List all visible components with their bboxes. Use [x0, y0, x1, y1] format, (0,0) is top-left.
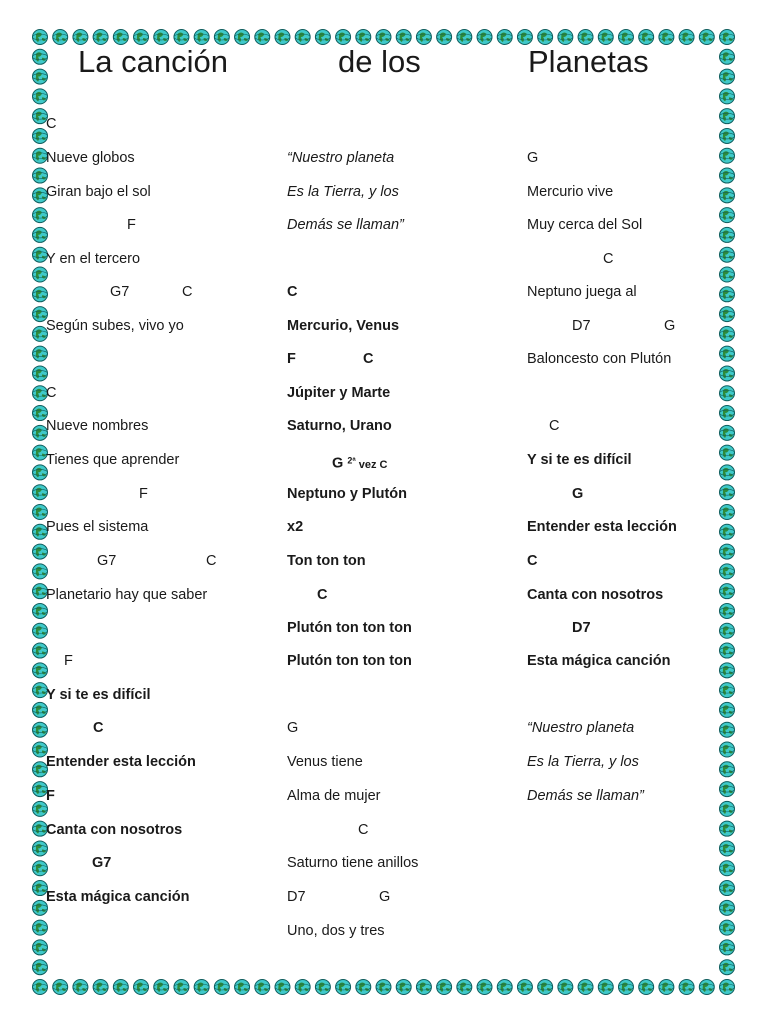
lyric-line: F — [64, 653, 73, 669]
lyric-line: C — [603, 251, 614, 267]
globe-icon — [720, 89, 735, 104]
globe-icon — [396, 980, 411, 995]
globe-icon — [720, 267, 735, 282]
globe-icon — [720, 485, 735, 500]
globe-icon — [93, 980, 108, 995]
globe-icon — [93, 30, 108, 45]
globe-icon — [174, 980, 189, 995]
globe-icon — [720, 623, 735, 638]
globe-icon — [336, 30, 351, 45]
globe-icon — [558, 980, 573, 995]
globe-icon — [720, 900, 735, 915]
globe-icon — [33, 168, 48, 183]
globe-icon — [154, 30, 169, 45]
globe-icon — [396, 30, 411, 45]
globe-icon — [457, 980, 472, 995]
lyric-line: Esta mágica canción — [527, 653, 671, 669]
globe-icon — [255, 980, 270, 995]
globe-icon — [235, 980, 250, 995]
globe-icon — [33, 69, 48, 84]
lyric-line: Neptuno y Plutón — [287, 486, 408, 502]
globe-icon — [538, 980, 553, 995]
globe-icon — [416, 980, 431, 995]
globe-icon — [720, 940, 735, 955]
globe-icon — [720, 683, 735, 698]
globe-icon — [33, 287, 48, 302]
title-part-2: de los — [338, 44, 421, 79]
globe-icon — [477, 30, 492, 45]
globe-icon — [720, 821, 735, 836]
lyric-line: Y en el tercero — [46, 251, 141, 267]
globe-icon — [33, 603, 48, 618]
globe-icon — [720, 544, 735, 559]
globe-icon — [497, 30, 512, 45]
globe-icon — [720, 603, 735, 618]
lyric-line: D7 — [287, 889, 306, 905]
lyric-line: Planetario hay que saber — [46, 587, 208, 603]
globe-icon — [720, 227, 735, 242]
globe-icon — [720, 326, 735, 341]
lyric-line: Canta con nosotros — [527, 587, 664, 603]
second-time-chord: vez C — [358, 458, 388, 471]
globe-icon — [720, 841, 735, 856]
lyric-line: D7 — [572, 620, 591, 636]
globe-icon — [659, 980, 674, 995]
globe-icon — [457, 30, 472, 45]
globe-icon — [235, 30, 250, 45]
globe-icon — [33, 861, 48, 876]
lyric-line: x2 — [287, 519, 304, 535]
lyric-line: G — [664, 318, 676, 334]
globe-icon — [214, 980, 229, 995]
lyric-line: Y si te es difícil — [46, 687, 151, 703]
globe-icon — [720, 346, 735, 361]
globe-icon — [33, 663, 48, 678]
lyric-line: F — [287, 351, 296, 367]
lyric-line: G7 — [110, 284, 130, 300]
globe-icon — [73, 980, 88, 995]
lyric-line: Júpiter y Marte — [287, 385, 391, 401]
lyric-line: F — [46, 788, 55, 804]
globe-icon — [720, 465, 735, 480]
globe-icon — [720, 425, 735, 440]
globe-icon — [618, 980, 633, 995]
lyric-line: Plutón ton ton ton — [287, 620, 412, 636]
globe-icon — [376, 980, 391, 995]
globe-icon — [720, 564, 735, 579]
lyric-line: Es la Tierra, y los — [287, 184, 399, 200]
globe-icon — [720, 287, 735, 302]
lyric-line: Baloncesto con Plutón — [527, 351, 672, 367]
globe-icon — [194, 980, 209, 995]
globe-icon — [33, 267, 48, 282]
globe-icon — [255, 30, 270, 45]
globe-icon — [720, 960, 735, 975]
lyric-line: Uno, dos y tres — [287, 923, 385, 939]
lyric-line: Canta con nosotros — [46, 822, 183, 838]
globe-icon — [720, 722, 735, 737]
globe-icon — [194, 30, 209, 45]
globe-icon — [720, 801, 735, 816]
globe-icon — [33, 227, 48, 242]
lyric-line: G — [287, 720, 299, 736]
globe-icon — [720, 109, 735, 124]
globe-icon — [720, 30, 735, 45]
globe-icon — [720, 920, 735, 935]
globe-icon — [639, 980, 654, 995]
globe-icon — [416, 30, 431, 45]
globe-icon — [33, 485, 48, 500]
globe-icon — [33, 920, 48, 935]
globe-icon — [720, 168, 735, 183]
globe-icon — [437, 30, 452, 45]
lyric-line: Entender esta lección — [527, 519, 677, 535]
lyric-line: Giran bajo el sol — [46, 184, 151, 200]
globe-icon — [356, 980, 371, 995]
globe-icon — [53, 980, 68, 995]
globe-icon — [33, 841, 48, 856]
globe-icon — [356, 30, 371, 45]
globe-icon — [154, 980, 169, 995]
globe-icon — [113, 30, 128, 45]
globe-icon — [720, 861, 735, 876]
globe-icon — [33, 49, 48, 64]
lyric-line: Esta mágica canción — [46, 889, 190, 905]
globe-icon — [639, 30, 654, 45]
globe-icon — [618, 30, 633, 45]
globe-icon — [720, 49, 735, 64]
globe-icon — [497, 980, 512, 995]
lyric-line: G7 — [97, 553, 117, 569]
globe-icon — [214, 30, 229, 45]
globe-icon — [134, 30, 149, 45]
globe-icon — [578, 980, 593, 995]
globe-icon — [33, 208, 48, 223]
lyric-line: Tienes que aprender — [46, 452, 180, 468]
lyric-line: D7 — [572, 318, 591, 334]
lyric-line: F — [139, 486, 148, 502]
globe-icon — [578, 30, 593, 45]
globe-icon — [113, 980, 128, 995]
globe-icon — [720, 505, 735, 520]
globe-icon — [720, 524, 735, 539]
globe-icon — [720, 208, 735, 223]
globe-icon — [720, 247, 735, 262]
globe-icon — [720, 307, 735, 322]
globe-icon — [33, 980, 48, 995]
globe-icon — [174, 30, 189, 45]
globe-icon — [73, 30, 88, 45]
globe-icon — [598, 980, 613, 995]
globe-icon — [53, 30, 68, 45]
lyric-line: Según subes, vivo yo — [46, 318, 184, 334]
lyric-line: Neptuno juega al — [527, 284, 637, 300]
globe-icon — [720, 188, 735, 203]
globe-icon — [720, 742, 735, 757]
lyric-line: C — [358, 822, 369, 838]
title-part-1: La canción — [78, 44, 228, 79]
globe-icon — [699, 980, 714, 995]
lyric-line: Demás se llaman” — [527, 788, 644, 804]
lyric-line: “Nuestro planeta — [287, 150, 395, 166]
lyric-line: C — [206, 553, 217, 569]
lyric-line: C — [93, 720, 104, 736]
globe-icon — [33, 89, 48, 104]
lyric-line: Saturno, Urano — [287, 418, 392, 434]
lyric-line: C — [46, 385, 57, 401]
lyric-line: Pues el sistema — [46, 519, 149, 535]
globe-icon — [33, 366, 48, 381]
globe-icon — [33, 623, 48, 638]
lyric-line: Nueve globos — [46, 150, 135, 166]
globe-icon — [33, 544, 48, 559]
globe-icon — [679, 30, 694, 45]
ordinal-marker: 2ª — [347, 455, 356, 465]
lyric-line: F — [127, 217, 136, 233]
globe-icon — [720, 69, 735, 84]
lyric-line: Entender esta lección — [46, 754, 196, 770]
globe-icon — [720, 881, 735, 896]
globe-icon — [679, 980, 694, 995]
lyric-line: Ton ton ton — [287, 553, 366, 569]
globe-icon — [275, 980, 290, 995]
lyric-line: G — [572, 486, 584, 502]
globe-icon — [477, 980, 492, 995]
globe-icon — [295, 980, 310, 995]
globe-icon — [315, 980, 330, 995]
globe-icon — [275, 30, 290, 45]
globe-icon — [699, 30, 714, 45]
lyric-line: C — [363, 351, 374, 367]
globe-icon — [517, 980, 532, 995]
globe-icon — [33, 940, 48, 955]
lyric-line: Demás se llaman” — [287, 217, 404, 233]
globe-icon — [720, 148, 735, 163]
lyric-line: G — [527, 150, 539, 166]
lyric-line: C — [287, 284, 298, 300]
lyric-line: Mercurio vive — [527, 184, 614, 200]
globe-icon — [33, 643, 48, 658]
globe-icon — [33, 564, 48, 579]
globe-icon — [315, 30, 330, 45]
globe-icon — [720, 663, 735, 678]
globe-icon — [33, 30, 48, 45]
lyric-line: Y si te es difícil — [527, 452, 632, 468]
globe-icon — [659, 30, 674, 45]
lyric-line: Alma de mujer — [287, 788, 381, 804]
globe-icon — [720, 128, 735, 143]
globe-icon — [336, 980, 351, 995]
lyric-line: C — [182, 284, 193, 300]
lyric-line: C — [46, 116, 57, 132]
lyric-line: C — [317, 587, 328, 603]
globe-icon — [720, 406, 735, 421]
globe-icon — [558, 30, 573, 45]
title-part-3: Planetas — [528, 44, 649, 79]
globe-icon — [33, 346, 48, 361]
globe-icon — [295, 30, 310, 45]
chord-g: G — [332, 455, 344, 472]
globe-icon — [720, 386, 735, 401]
lyric-line: Saturno tiene anillos — [287, 855, 419, 871]
lyric-line: G7 — [92, 855, 112, 871]
globe-icon — [720, 782, 735, 797]
globe-icon — [720, 702, 735, 717]
globe-icon — [134, 980, 149, 995]
chord-line-second-time — [332, 451, 387, 474]
lyric-line: G — [379, 889, 391, 905]
globe-icon — [437, 980, 452, 995]
globe-icon — [720, 643, 735, 658]
globe-icon — [598, 30, 613, 45]
globe-icon — [538, 30, 553, 45]
globe-icon — [33, 722, 48, 737]
globe-icon — [33, 960, 48, 975]
globe-icon — [720, 445, 735, 460]
lyric-line: Nueve nombres — [46, 418, 149, 434]
lyric-line: Venus tiene — [287, 754, 363, 770]
lyric-line: Muy cerca del Sol — [527, 217, 643, 233]
globe-icon — [720, 366, 735, 381]
lyric-line: C — [549, 418, 560, 434]
globe-icon — [376, 30, 391, 45]
globe-icon — [517, 30, 532, 45]
globe-icon — [33, 702, 48, 717]
globe-icon — [720, 762, 735, 777]
lyric-line: Mercurio, Venus — [287, 318, 400, 334]
lyric-line: Plutón ton ton ton — [287, 653, 412, 669]
lyric-line: “Nuestro planeta — [527, 720, 635, 736]
globe-icon — [720, 584, 735, 599]
lyric-line: Es la Tierra, y los — [527, 754, 639, 770]
lyric-line: C — [527, 553, 538, 569]
globe-icon — [720, 980, 735, 995]
